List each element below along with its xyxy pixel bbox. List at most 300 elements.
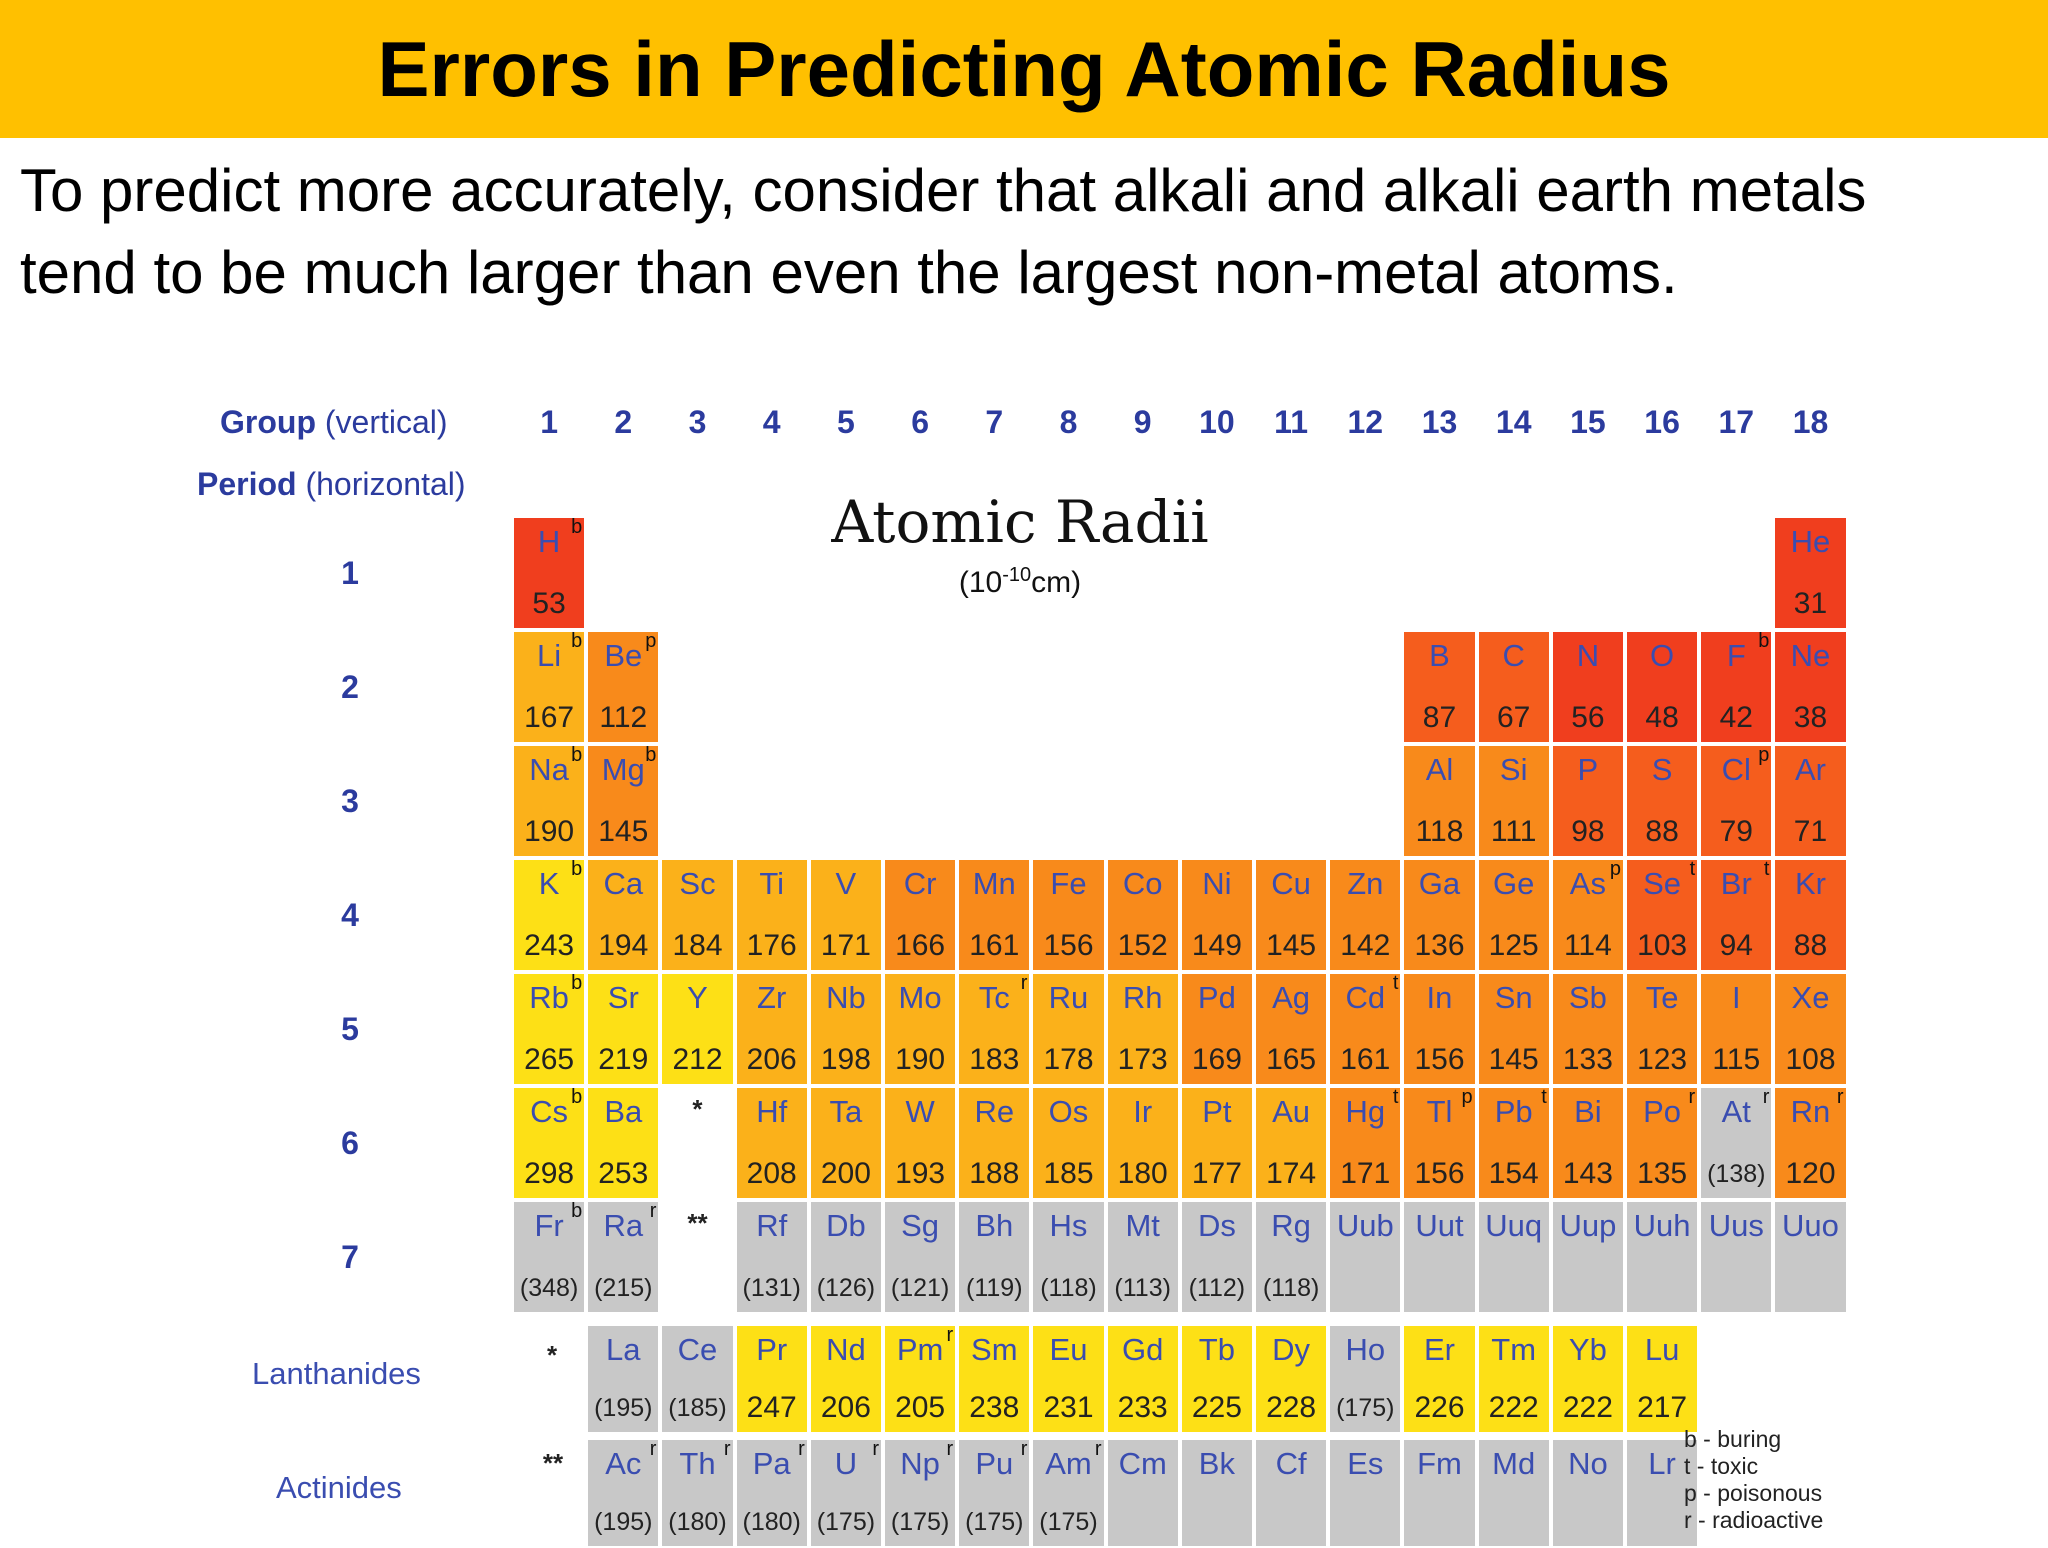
- element-cell: [586, 858, 660, 972]
- element-cell: [1402, 1200, 1476, 1314]
- atomic-radius-value: 183: [969, 1043, 1020, 1076]
- element-symbol: Os: [1048, 1094, 1089, 1129]
- atomic-radius-value: (138): [1707, 1160, 1766, 1188]
- atomic-radius-value: 173: [1117, 1043, 1168, 1076]
- group-number: 16: [1644, 404, 1680, 440]
- atomic-radius-value: 114: [1563, 929, 1612, 962]
- element-cell: [512, 1200, 586, 1314]
- element-cell: [1773, 1086, 1847, 1200]
- element-cell: [809, 1438, 883, 1548]
- element-cell: [883, 1086, 957, 1200]
- atomic-radius-value: 94: [1719, 929, 1753, 962]
- atomic-radius-value: 71: [1793, 815, 1828, 848]
- element-symbol: Ta: [829, 1094, 863, 1129]
- group-number: 7: [985, 404, 1004, 440]
- element-symbol: Zn: [1347, 866, 1384, 901]
- atomic-radius-value: 156: [1414, 1157, 1465, 1190]
- element-symbol: Ds: [1197, 1208, 1236, 1243]
- element-symbol: At: [1721, 1094, 1751, 1129]
- atomic-radius-value: 135: [1637, 1157, 1688, 1190]
- element-cell: [1180, 858, 1254, 972]
- element-cell: [1477, 1324, 1551, 1434]
- element-symbol: Mn: [972, 866, 1016, 901]
- element-cell: [1180, 1438, 1254, 1548]
- hazard-mark: r: [946, 1324, 954, 1346]
- element-cell: [660, 858, 734, 972]
- lanthanide-placeholder: *: [692, 1094, 703, 1124]
- element-cell: [1551, 858, 1625, 972]
- slide-text-line-1: To predict more accurately, consider that alkali and alkali earth metals: [20, 157, 1867, 224]
- atomic-radius-value: 222: [1488, 1391, 1539, 1424]
- group-number: 8: [1059, 404, 1078, 440]
- element-cell: [1328, 1200, 1402, 1314]
- group-number: 5: [836, 404, 855, 440]
- element-symbol: Co: [1122, 866, 1163, 901]
- element-symbol: Pu: [975, 1446, 1014, 1481]
- atomic-radius-value: (113): [1114, 1274, 1171, 1302]
- atomic-radius-value: 152: [1117, 929, 1168, 962]
- hazard-mark: b: [645, 744, 657, 766]
- atomic-radius-value: 115: [1712, 1043, 1761, 1076]
- element-cell: [957, 1438, 1031, 1548]
- element-cell: [1477, 1438, 1551, 1548]
- element-cell: [735, 1200, 809, 1314]
- element-cell: [1773, 516, 1847, 630]
- atomic-radius-value: 208: [746, 1157, 797, 1190]
- element-symbol: Zr: [757, 980, 787, 1015]
- element-symbol: Nb: [826, 980, 866, 1015]
- element-cell: [1328, 1324, 1402, 1434]
- atomic-radius-value: 143: [1562, 1157, 1613, 1190]
- atomic-radius-value: 238: [969, 1391, 1020, 1424]
- group-header: Group (vertical): [220, 404, 448, 440]
- lanthanide-marker: *: [546, 1340, 558, 1370]
- chart-title: Atomic Radii: [831, 488, 1209, 556]
- group-number: 11: [1274, 404, 1308, 440]
- atomic-radius-value: 67: [1497, 701, 1531, 734]
- element-symbol: Ca: [603, 866, 644, 901]
- element-symbol: Be: [604, 638, 643, 673]
- atomic-radius-value: 200: [820, 1157, 871, 1190]
- element-symbol: Kr: [1794, 866, 1826, 901]
- element-cell: [660, 1438, 734, 1548]
- period-number: 2: [341, 669, 359, 705]
- hazard-mark: r: [1688, 1086, 1696, 1108]
- atomic-radius-value: 125: [1488, 929, 1539, 962]
- element-symbol: Cf: [1275, 1446, 1307, 1481]
- element-cell: [586, 630, 660, 744]
- element-symbol: Te: [1645, 980, 1679, 1015]
- atomic-radius-value: 178: [1043, 1043, 1094, 1076]
- atomic-radius-value: 120: [1785, 1157, 1836, 1190]
- element-symbol: Al: [1425, 752, 1454, 787]
- atomic-radius-value: 180: [1117, 1157, 1168, 1190]
- element-cell: [1031, 1086, 1105, 1200]
- hazard-mark: b: [571, 1200, 583, 1222]
- element-symbol: Fm: [1417, 1446, 1462, 1481]
- element-symbol: Db: [826, 1208, 866, 1243]
- element-symbol: Am: [1045, 1446, 1092, 1481]
- atomic-radius-value: (175): [965, 1508, 1024, 1536]
- group-number: 6: [911, 404, 929, 440]
- atomic-radius-value: 231: [1043, 1391, 1094, 1424]
- legend-entry: r - radioactive: [1684, 1507, 1824, 1533]
- atomic-radius-value: 171: [1340, 1157, 1391, 1190]
- period-header: Period (horizontal): [197, 466, 466, 502]
- element-symbol: C: [1502, 638, 1525, 673]
- hazard-mark: r: [1762, 1086, 1770, 1108]
- element-symbol: Ac: [605, 1446, 642, 1481]
- element-cell: [735, 1086, 809, 1200]
- hazard-mark: p: [645, 630, 657, 652]
- atomic-radius-value: (180): [668, 1508, 727, 1536]
- element-cell: [1551, 1324, 1625, 1434]
- atomic-radius-value: 225: [1191, 1391, 1242, 1424]
- element-symbol: Sr: [607, 980, 639, 1015]
- element-cell: [1551, 744, 1625, 858]
- group-number: 14: [1495, 404, 1532, 440]
- element-symbol: N: [1576, 638, 1600, 673]
- hazard-mark: t: [1763, 858, 1770, 880]
- element-cell: [1699, 744, 1773, 858]
- element-symbol: Sm: [971, 1332, 1018, 1367]
- element-cell: [1402, 858, 1476, 972]
- element-cell: [1551, 1200, 1625, 1314]
- actinides-label: Actinides: [276, 1470, 402, 1505]
- element-symbol: Cs: [530, 1094, 569, 1129]
- element-cell: [1402, 1438, 1476, 1548]
- element-cell: [1773, 630, 1847, 744]
- element-symbol: In: [1426, 980, 1453, 1015]
- actinide-placeholder: **: [687, 1208, 708, 1238]
- element-cell: [809, 858, 883, 972]
- group-number: 3: [688, 404, 707, 440]
- element-symbol: Ba: [604, 1094, 643, 1129]
- element-cell: [957, 1086, 1031, 1200]
- atomic-radius-value: 243: [524, 929, 575, 962]
- atomic-radius-value: (185): [668, 1394, 727, 1422]
- atomic-radius-value: 190: [895, 1043, 946, 1076]
- element-cell: [1477, 744, 1551, 858]
- element-cell: [1328, 1438, 1402, 1548]
- element-cell: [512, 1086, 586, 1200]
- element-cell: [1625, 1324, 1699, 1434]
- element-symbol: Er: [1423, 1332, 1455, 1367]
- atomic-radius-value: 206: [820, 1391, 871, 1424]
- period-number: 1: [341, 555, 359, 591]
- hazard-mark: p: [1758, 744, 1770, 766]
- element-cell: [883, 1324, 957, 1434]
- element-symbol: La: [606, 1332, 641, 1367]
- element-cell: [1180, 1086, 1254, 1200]
- atomic-radius-value: 219: [598, 1043, 649, 1076]
- atomic-radius-value: 56: [1571, 701, 1605, 734]
- legend-entry: p - poisonous: [1684, 1480, 1823, 1506]
- element-symbol: Cd: [1345, 980, 1386, 1015]
- element-symbol: Uuo: [1782, 1208, 1839, 1243]
- element-cell: [1328, 972, 1402, 1086]
- element-symbol: Gd: [1122, 1332, 1164, 1367]
- element-symbol: He: [1790, 524, 1831, 559]
- element-symbol: Hf: [756, 1094, 788, 1129]
- element-cell: [1031, 1324, 1105, 1434]
- element-cell: [586, 1086, 660, 1200]
- element-cell: [660, 1324, 734, 1434]
- atomic-radius-value: 161: [1340, 1043, 1391, 1076]
- atomic-radius-value: 98: [1571, 815, 1605, 848]
- atomic-radius-value: 31: [1793, 587, 1828, 620]
- hazard-mark: t: [1541, 1086, 1547, 1108]
- hazard-mark: t: [1689, 858, 1696, 880]
- group-number: 2: [614, 404, 633, 440]
- slide-text-line-2: tend to be much larger than even the largest non-metal atoms.: [20, 239, 1678, 306]
- lanthanides-label: Lanthanides: [252, 1356, 421, 1391]
- atomic-radius-value: 194: [598, 929, 649, 962]
- period-number: 3: [341, 783, 359, 819]
- element-symbol: Rh: [1122, 980, 1163, 1015]
- element-symbol: Ti: [759, 866, 785, 901]
- element-symbol: Tc: [978, 980, 1010, 1015]
- element-cell: [512, 516, 586, 630]
- element-symbol: Pt: [1202, 1094, 1232, 1129]
- element-symbol: Li: [537, 638, 562, 673]
- atomic-radius-value: (112): [1188, 1274, 1246, 1302]
- atomic-radius-value: 79: [1719, 815, 1753, 848]
- element-cell: [957, 1200, 1031, 1314]
- element-cell: [1625, 1086, 1699, 1200]
- element-symbol: Xe: [1791, 980, 1830, 1015]
- group-number: 10: [1199, 404, 1235, 440]
- element-symbol: Pa: [752, 1446, 791, 1481]
- element-cell: [1477, 1200, 1551, 1314]
- element-cell: [660, 972, 734, 1086]
- atomic-radius-value: 145: [1266, 929, 1317, 962]
- atomic-radius-value: 145: [598, 815, 649, 848]
- element-symbol: F: [1726, 638, 1746, 673]
- atomic-radius-value: 206: [746, 1043, 797, 1076]
- element-cell: [1625, 972, 1699, 1086]
- atomic-radius-value: 53: [532, 587, 566, 620]
- hazard-mark: b: [571, 630, 583, 652]
- group-number: 1: [540, 404, 558, 440]
- element-cell: [1625, 1200, 1699, 1314]
- atomic-radius-value: 233: [1117, 1391, 1168, 1424]
- atomic-radius-value: 165: [1266, 1043, 1317, 1076]
- atomic-radius-value: 136: [1414, 929, 1465, 962]
- element-cell: [1180, 1324, 1254, 1434]
- element-symbol: I: [1731, 980, 1741, 1015]
- hazard-mark: r: [649, 1438, 657, 1460]
- element-symbol: Ir: [1133, 1094, 1153, 1129]
- element-cell: [957, 858, 1031, 972]
- element-cell: [1328, 858, 1402, 972]
- atomic-radius-value: (175): [816, 1508, 876, 1536]
- element-symbol: Eu: [1049, 1332, 1088, 1367]
- element-cell: [586, 744, 660, 858]
- element-cell: [1402, 630, 1476, 744]
- element-cell: [1773, 744, 1847, 858]
- element-symbol: Ra: [603, 1208, 644, 1243]
- hazard-mark: p: [1609, 858, 1621, 880]
- element-symbol: Uup: [1559, 1208, 1617, 1243]
- element-cell: [1699, 858, 1773, 972]
- element-symbol: Rb: [529, 980, 569, 1015]
- element-symbol: Md: [1492, 1446, 1536, 1481]
- hazard-mark: b: [571, 516, 583, 538]
- hazard-mark: r: [1836, 1086, 1844, 1108]
- hazard-mark: r: [872, 1438, 879, 1460]
- element-cell: [1254, 972, 1328, 1086]
- element-symbol: Se: [1643, 866, 1682, 901]
- element-symbol: Y: [687, 980, 708, 1015]
- hazard-mark: r: [1094, 1438, 1102, 1460]
- element-symbol: Bh: [975, 1208, 1014, 1243]
- hazard-mark: t: [1392, 1086, 1399, 1108]
- element-symbol: Cu: [1271, 866, 1311, 901]
- hazard-mark: b: [571, 972, 583, 994]
- element-symbol: Bk: [1198, 1446, 1235, 1481]
- element-symbol: Ga: [1418, 866, 1461, 901]
- element-symbol: Uus: [1708, 1208, 1764, 1243]
- hazard-mark: b: [571, 744, 583, 766]
- atomic-radius-value: 145: [1488, 1043, 1539, 1076]
- element-symbol: V: [835, 866, 857, 901]
- element-symbol: Ho: [1345, 1332, 1386, 1367]
- group-number: 17: [1718, 404, 1755, 440]
- element-cell: [1699, 1086, 1773, 1200]
- element-symbol: Ne: [1790, 638, 1831, 673]
- atomic-radius-value: (121): [890, 1274, 950, 1302]
- element-symbol: Pb: [1494, 1094, 1533, 1129]
- hazard-mark: r: [798, 1438, 805, 1460]
- element-cell: [1773, 972, 1847, 1086]
- element-symbol: U: [834, 1446, 858, 1481]
- element-cell: [1106, 858, 1180, 972]
- atomic-radius-value: (180): [742, 1508, 801, 1536]
- element-cell: [1106, 1438, 1180, 1548]
- atomic-radius-value: 188: [969, 1157, 1020, 1190]
- element-cell: [809, 1324, 883, 1434]
- legend: [1684, 1426, 1823, 1534]
- element-symbol: Au: [1272, 1094, 1311, 1129]
- element-symbol: Re: [974, 1094, 1015, 1129]
- hazard-mark: t: [1392, 972, 1399, 994]
- element-symbol: Pr: [756, 1332, 788, 1367]
- element-symbol: Uuq: [1485, 1208, 1543, 1243]
- element-symbol: Nd: [826, 1332, 866, 1367]
- atomic-radius-value: 171: [820, 929, 871, 962]
- element-cell: [1699, 972, 1773, 1086]
- atomic-radius-value: 253: [598, 1157, 649, 1190]
- atomic-radius-value: 111: [1490, 815, 1537, 848]
- atomic-radius-value: 176: [746, 929, 797, 962]
- atomic-radius-value: 198: [820, 1043, 871, 1076]
- element-symbol: Lu: [1644, 1332, 1680, 1367]
- atomic-radius-value: 185: [1043, 1157, 1094, 1190]
- element-cell: [1551, 1438, 1625, 1548]
- element-cell: [1254, 858, 1328, 972]
- hazard-mark: r: [946, 1438, 954, 1460]
- page-title: Errors in Predicting Atomic Radius: [377, 25, 1671, 113]
- element-cell: [1477, 630, 1551, 744]
- element-symbol: Mo: [898, 980, 942, 1015]
- element-symbol: K: [538, 866, 560, 901]
- element-symbol: Cm: [1118, 1446, 1167, 1481]
- element-cell: [1180, 972, 1254, 1086]
- element-cell: [1254, 1200, 1328, 1314]
- element-symbol: Br: [1720, 866, 1752, 901]
- atomic-radius-value: (195): [594, 1508, 653, 1536]
- atomic-radius-value: 226: [1414, 1391, 1465, 1424]
- group-number: 12: [1347, 404, 1384, 440]
- atomic-radius-value: 156: [1043, 929, 1094, 962]
- element-cell: [586, 1324, 660, 1434]
- element-cell: [883, 1200, 957, 1314]
- element-symbol: Si: [1499, 752, 1528, 787]
- atomic-radius-value: 205: [895, 1391, 946, 1424]
- hazard-mark: r: [1020, 972, 1028, 994]
- atomic-radius-value: 88: [1793, 929, 1828, 962]
- atomic-radius-value: 167: [524, 701, 575, 734]
- element-cell: [735, 1324, 809, 1434]
- group-number: 15: [1570, 404, 1606, 440]
- element-cell: [586, 972, 660, 1086]
- element-symbol: Rg: [1271, 1208, 1311, 1243]
- slide-text: [20, 150, 2020, 314]
- element-cell: [1402, 744, 1476, 858]
- element-symbol: Lr: [1648, 1446, 1676, 1481]
- element-symbol: P: [1577, 752, 1599, 787]
- atomic-radius-value: (175): [1336, 1394, 1395, 1422]
- element-symbol: Po: [1643, 1094, 1682, 1129]
- element-cell: [1699, 1200, 1773, 1314]
- element-symbol: Sn: [1494, 980, 1533, 1015]
- element-symbol: Ce: [677, 1332, 718, 1367]
- element-cell: [1551, 972, 1625, 1086]
- element-cell: [1477, 972, 1551, 1086]
- element-cell: [957, 1324, 1031, 1434]
- atomic-radius-value: 161: [969, 929, 1020, 962]
- element-cell: [1180, 1200, 1254, 1314]
- element-cell: [1625, 858, 1699, 972]
- element-symbol: O: [1650, 638, 1675, 673]
- element-cell: [1106, 1086, 1180, 1200]
- element-symbol: Es: [1347, 1446, 1384, 1481]
- element-symbol: Dy: [1272, 1332, 1311, 1367]
- element-symbol: Sg: [901, 1208, 940, 1243]
- element-symbol: Ar: [1794, 752, 1826, 787]
- hazard-mark: p: [1461, 1086, 1473, 1108]
- element-symbol: Pm: [896, 1332, 944, 1367]
- element-symbol: Na: [529, 752, 569, 787]
- atomic-radius-value: 184: [672, 929, 723, 962]
- element-cell: [1106, 1324, 1180, 1434]
- atomic-radius-value: (175): [1039, 1508, 1098, 1536]
- element-symbol: Tm: [1491, 1332, 1537, 1367]
- element-cell: [1402, 1086, 1476, 1200]
- atomic-radius-value: 217: [1637, 1391, 1688, 1424]
- element-symbol: S: [1651, 752, 1673, 787]
- element-symbol: W: [905, 1094, 935, 1129]
- element-cell: [1551, 630, 1625, 744]
- legend-entry: b - buring: [1684, 1426, 1782, 1452]
- element-symbol: Fr: [534, 1208, 564, 1243]
- element-cell: [1402, 972, 1476, 1086]
- element-symbol: Th: [679, 1446, 716, 1481]
- period-number: 6: [341, 1125, 359, 1161]
- element-symbol: Ru: [1048, 980, 1089, 1015]
- element-cell: [512, 630, 586, 744]
